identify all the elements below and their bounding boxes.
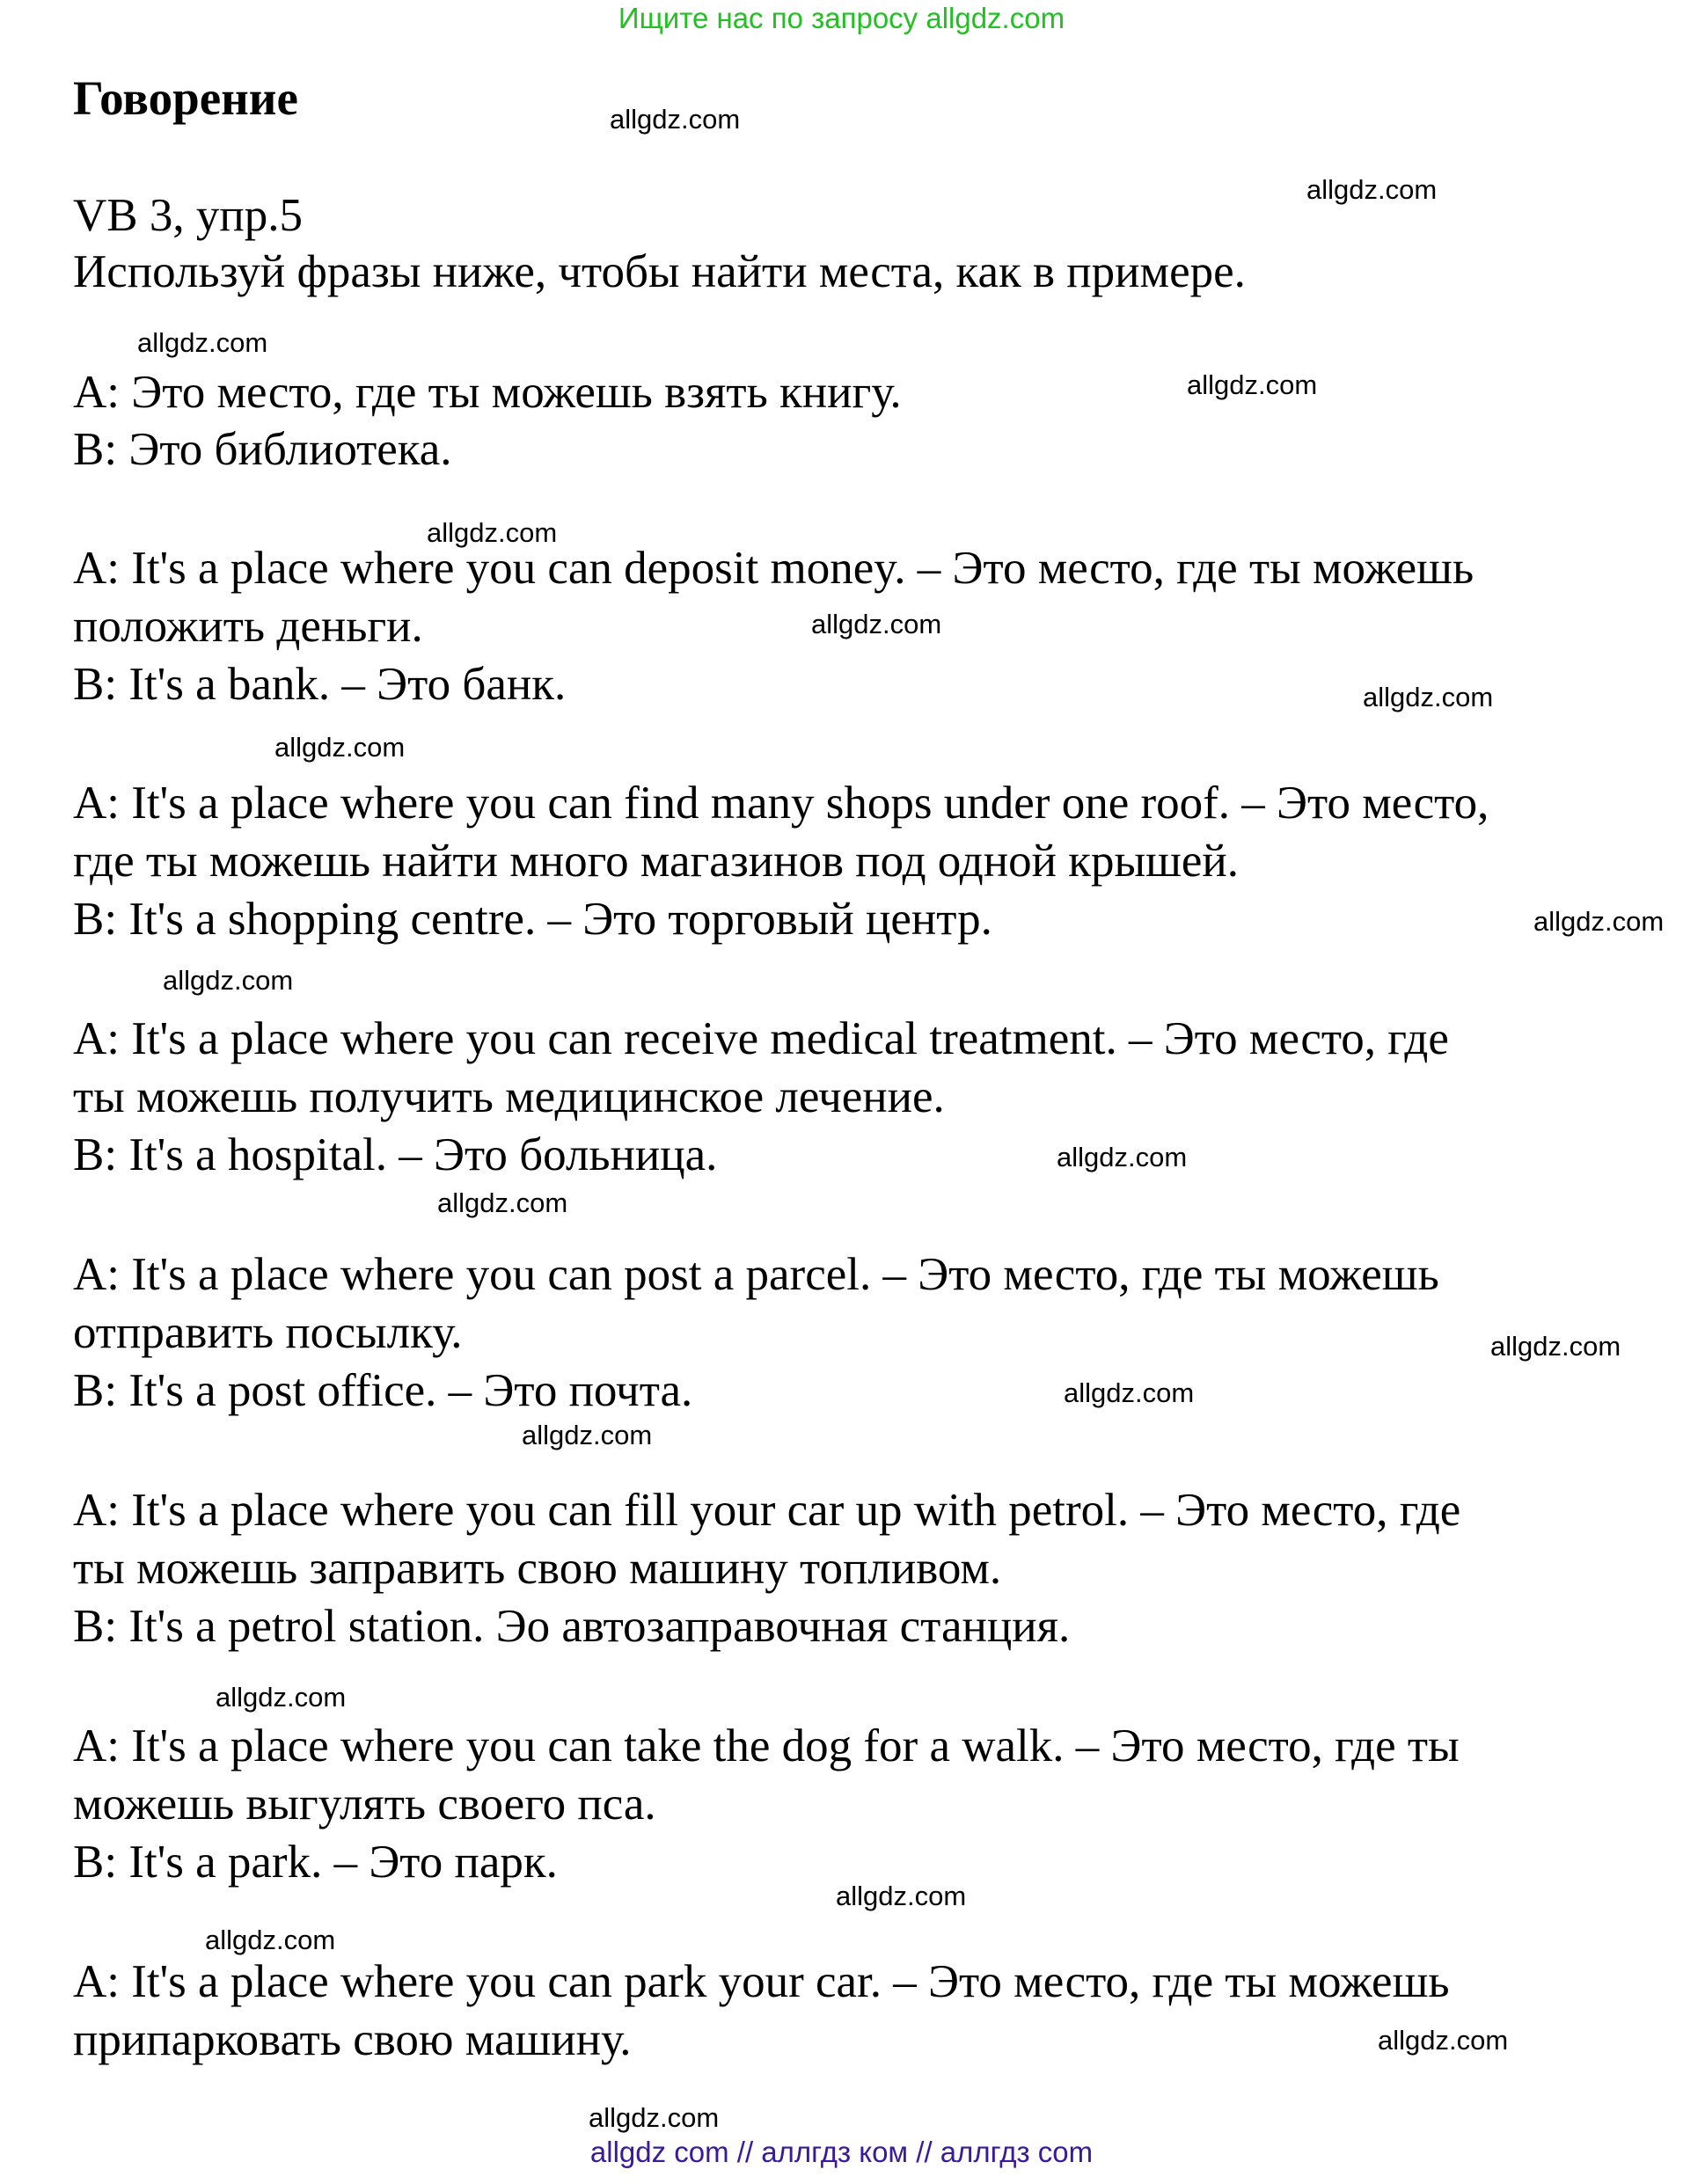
watermark: allgdz.com	[589, 2102, 720, 2133]
dialogue-6-a-line2: можешь выгулять своего пса.	[73, 1779, 656, 1830]
bottom-banner[interactable]: allgdz com // аллгдз ком // аллгдз com	[589, 2136, 1094, 2168]
dialogue-4-a-line2: отправить посылку.	[73, 1307, 463, 1358]
watermark: allgdz.com	[836, 1881, 967, 1911]
page-heading: Говорение	[73, 71, 298, 125]
watermark: allgdz.com	[274, 732, 406, 763]
dialogue-3-b: B: It's a hospital. – Это больница.	[73, 1129, 718, 1180]
instruction-text: Используй фразы ниже, чтобы найти места, как в примере.	[73, 246, 1246, 297]
top-banner[interactable]: Ищите нас по запросу allgdz.com	[618, 2, 1065, 34]
dialogue-6-b: B: It's a park. – Это парк.	[73, 1837, 558, 1888]
dialogue-3-a-line1: A: It's a place where you can receive medical treatment. – Это место, где	[73, 1013, 1449, 1064]
dialogue-5-b: B: It's a petrol station. Эо автозаправочная станция.	[73, 1601, 1071, 1652]
dialogue-7-a-line2: припарковать свою машину.	[73, 2014, 632, 2065]
watermark: allgdz.com	[1363, 682, 1494, 712]
watermark: allgdz.com	[1064, 1377, 1195, 1408]
dialogue-1-a-line1: A: It's a place where you can deposit money. – Это место, где ты можешь	[73, 543, 1474, 594]
watermark: allgdz.com	[1057, 1142, 1188, 1172]
watermark: allgdz.com	[522, 1420, 653, 1450]
dialogue-5-a-line1: A: It's a place where you can fill your car up with petrol. – Это место, где	[73, 1485, 1461, 1536]
dialogue-3-a-line2: ты можешь получить медицинское лечение.	[73, 1071, 945, 1122]
watermark: allgdz.com	[205, 1925, 336, 1955]
dialogue-4-a-line1: A: It's a place where you can post a parcel. – Это место, где ты можешь	[73, 1249, 1439, 1300]
watermark: allgdz.com	[427, 517, 558, 548]
dialogue-7-a-line1: A: It's a place where you can park your car. – Это место, где ты можешь	[73, 1956, 1450, 2007]
watermark: allgdz.com	[811, 609, 942, 639]
watermark: allgdz.com	[163, 965, 294, 996]
dialogue-1-a-line2: положить деньги.	[73, 601, 423, 652]
example-line-a: A: Это место, где ты можешь взять книгу.	[73, 367, 902, 418]
watermark: allgdz.com	[1378, 2025, 1509, 2056]
dialogue-4-b: B: It's a post office. – Это почта.	[73, 1365, 693, 1416]
dialogue-2-a-line2: где ты можешь найти много магазинов под одной крышей.	[73, 836, 1240, 887]
exercise-reference: VB 3, упр.5	[73, 190, 303, 241]
watermark: allgdz.com	[1187, 369, 1318, 400]
example-line-b: B: Это библиотека.	[73, 424, 452, 475]
dialogue-2-b: B: It's a shopping centre. – Это торговый центр.	[73, 894, 992, 945]
watermark: allgdz.com	[1490, 1331, 1621, 1362]
watermark: allgdz.com	[1306, 174, 1438, 205]
dialogue-5-a-line2: ты можешь заправить свою машину топливом.	[73, 1543, 1002, 1594]
dialogue-2-a-line1: A: It's a place where you can find many shops under one roof. – Это место,	[73, 778, 1489, 829]
watermark: allgdz.com	[610, 104, 741, 135]
watermark: allgdz.com	[437, 1187, 568, 1218]
dialogue-1-b: B: It's a bank. – Это банк.	[73, 659, 567, 710]
watermark: allgdz.com	[216, 1682, 347, 1713]
watermark: allgdz.com	[1533, 906, 1665, 937]
dialogue-6-a-line1: A: It's a place where you can take the dog for a walk. – Это место, где ты	[73, 1720, 1460, 1771]
watermark: allgdz.com	[137, 327, 268, 358]
